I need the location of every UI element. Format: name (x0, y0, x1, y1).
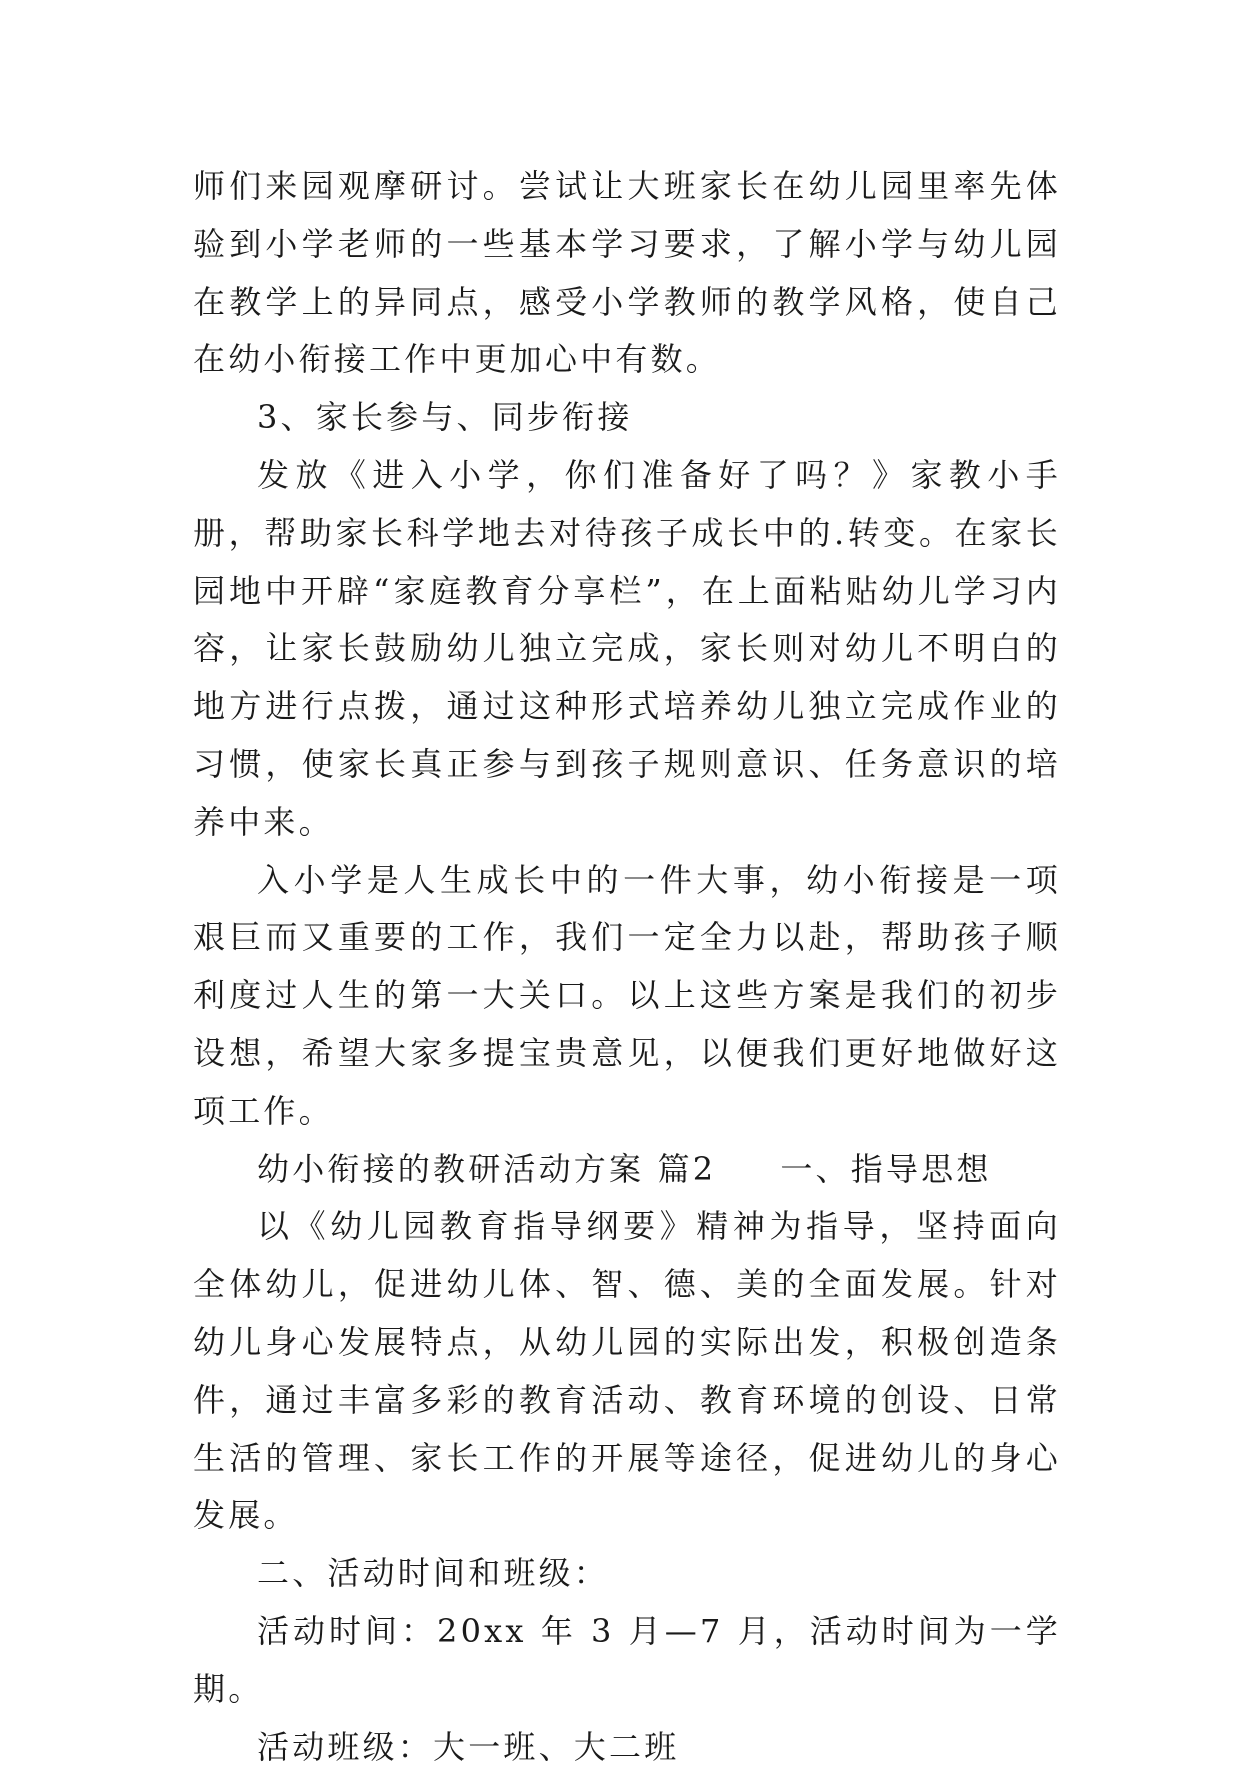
section-heading-parent-involvement: 3、家长参与、同步衔接 (257, 398, 633, 437)
activity-class-line: 活动班级：大一班、大二班 (257, 1727, 680, 1766)
article-title: 幼小衔接的教研活动方案 篇2 (257, 1149, 717, 1188)
section-heading-guiding-thought: 一、指导思想 (780, 1149, 992, 1188)
paragraph-continuation: 师们来园观摩研讨。尝试让大班家长在幼儿园里率先体验到小学老师的一些基本学习要求，了解小学与幼儿园在教学上的异同点，感受小学教师的教学风格，使自己在幼小衔接工作中更加心中有数。 (193, 167, 1061, 379)
activity-time-line: 活动时间：20xx 年 3 月—7 月，活动时间为一学期。 (193, 1611, 1061, 1708)
paragraph-guiding-thought: 以《幼儿园教育指导纲要》精神为指导，坚持面向全体幼儿，促进幼儿体、智、德、美的全面发展。针对幼儿身心发展特点，从幼儿园的实际出发，积极创造条件，通过丰富多彩的教育活动、教育环境的创设、日常生活的管理、家长工作的开展等途径，促进幼儿的身心发展。 (193, 1207, 1061, 1535)
document-body (193, 158, 1061, 1776)
paragraph-conclusion: 入小学是人生成长中的一件大事，幼小衔接是一项艰巨而又重要的工作，我们一定全力以赴，帮助孩子顺利度过人生的第一大关口。以上这些方案是我们的初步设想，希望大家多提宝贵意见，以便我们更好地做好这项工作。 (193, 860, 1061, 1130)
article-title-line (193, 1141, 1061, 1199)
paragraph-parent-handbook: 发放《进入小学，你们准备好了吗？》家教小手册，帮助家长科学地去对待孩子成长中的.转变。在家长园地中开辟“家庭教育分享栏”，在上面粘贴幼儿学习内容，让家长鼓励幼儿独立完成，家长则对幼儿不明白的地方进行点拨，通过这种形式培养幼儿独立完成作业的习惯，使家长真正参与到孩子规则意识、任务意识的培养中来。 (193, 455, 1061, 841)
section-heading-time-and-class: 二、活动时间和班级： (257, 1554, 610, 1593)
